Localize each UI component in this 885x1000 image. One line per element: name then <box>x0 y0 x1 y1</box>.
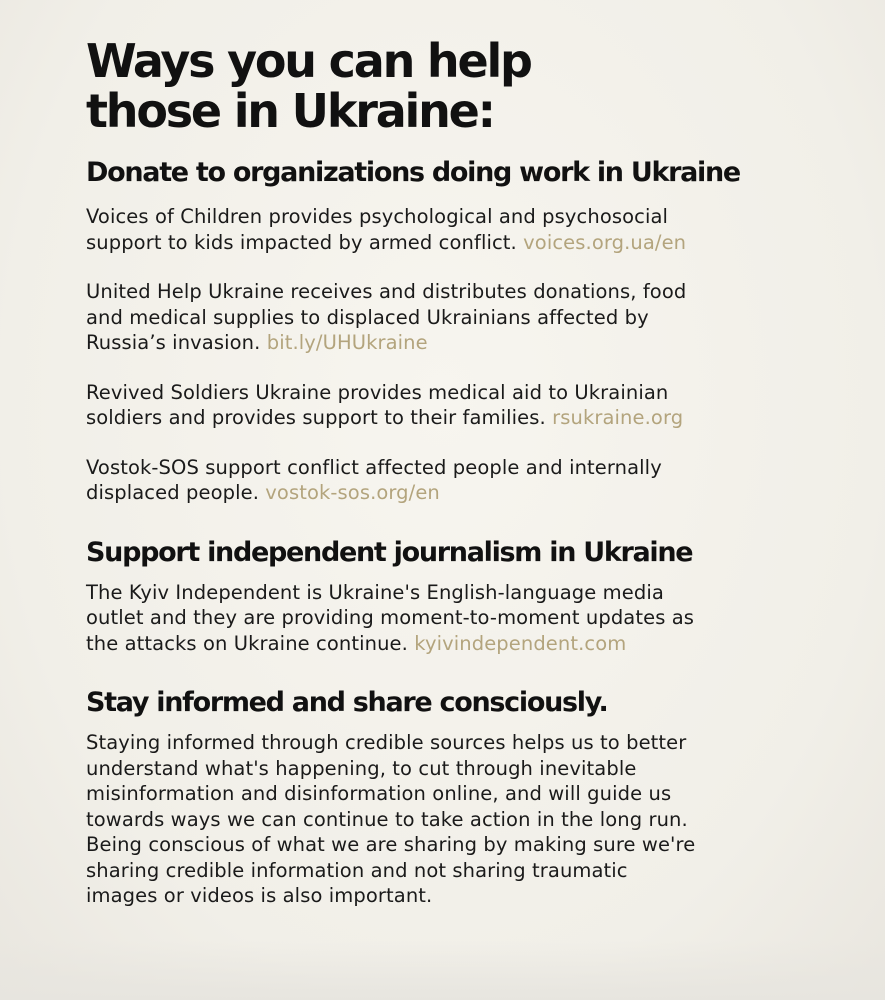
paragraph-line: Voices of Children provides psychological and psychosocial <box>86 205 669 228</box>
org-voices-of-children <box>86 204 846 255</box>
org-vostok-sos <box>86 455 846 506</box>
title-line-1: Ways you can help <box>86 34 531 88</box>
paragraph-line: displaced people. <box>86 481 266 504</box>
link-kyivindependent[interactable]: kyivindependent.com <box>414 631 627 655</box>
paragraph-line: images or videos is also important. <box>86 884 433 907</box>
paragraph-line: Vostok-SOS support conflict affected people and internally <box>86 455 662 479</box>
paragraph-line: Russia’s invasion. <box>86 331 267 354</box>
section-heading-journalism: Support independent journalism in Ukraine <box>86 536 693 568</box>
paragraph-line: The Kyiv Independent is Ukraine's English-language media <box>86 580 664 604</box>
article-content <box>86 36 846 909</box>
paragraph-line: United Help Ukraine receives and distributes donations, food <box>86 280 687 303</box>
section-heading-donate: Donate to organizations doing work in Ukraine <box>86 157 740 188</box>
paragraph-line: towards ways we can continue to take action in the long run. <box>86 807 688 831</box>
stay-informed-paragraph <box>86 730 846 909</box>
section-heading-stay-informed: Stay informed and share consciously. <box>86 687 608 718</box>
paragraph-line: and medical supplies to displaced Ukrainians affected by <box>86 305 649 329</box>
paragraph-line: support to kids impacted by armed conflict. <box>86 230 524 254</box>
paragraph-line: understand what's happening, to cut through inevitable <box>86 756 637 780</box>
page-title <box>86 36 846 136</box>
link-vostok-sos[interactable]: vostok-sos.org/en <box>265 481 440 504</box>
link-voices-org[interactable]: voices.org.ua/en <box>523 230 687 254</box>
paragraph-line: misinformation and disinformation online, and will guide us <box>86 782 672 805</box>
org-united-help-ukraine <box>86 279 846 356</box>
paragraph-line: outlet and they are providing moment-to-moment updates as <box>86 606 695 629</box>
paragraph-line: soldiers and provides support to their families. <box>86 406 553 429</box>
paragraph-line: the attacks on Ukraine continue. <box>86 631 415 655</box>
paragraph-line: sharing credible information and not sharing traumatic <box>86 858 628 882</box>
paragraph-line: Revived Soldiers Ukraine provides medical aid to Ukrainian <box>86 380 669 404</box>
link-rsukraine[interactable]: rsukraine.org <box>552 406 684 429</box>
paragraph-line: Being conscious of what we are sharing by making sure we're <box>86 833 696 856</box>
bottom-shadow <box>0 940 885 1000</box>
link-bitly-uhukraine[interactable]: bit.ly/UHUkraine <box>266 331 428 354</box>
paragraph-line: Staying informed through credible sources helps us to better <box>86 731 687 754</box>
title-line-2: those in Ukraine: <box>86 84 494 138</box>
org-revived-soldiers-ukraine <box>86 380 846 431</box>
org-kyiv-independent <box>86 580 846 657</box>
